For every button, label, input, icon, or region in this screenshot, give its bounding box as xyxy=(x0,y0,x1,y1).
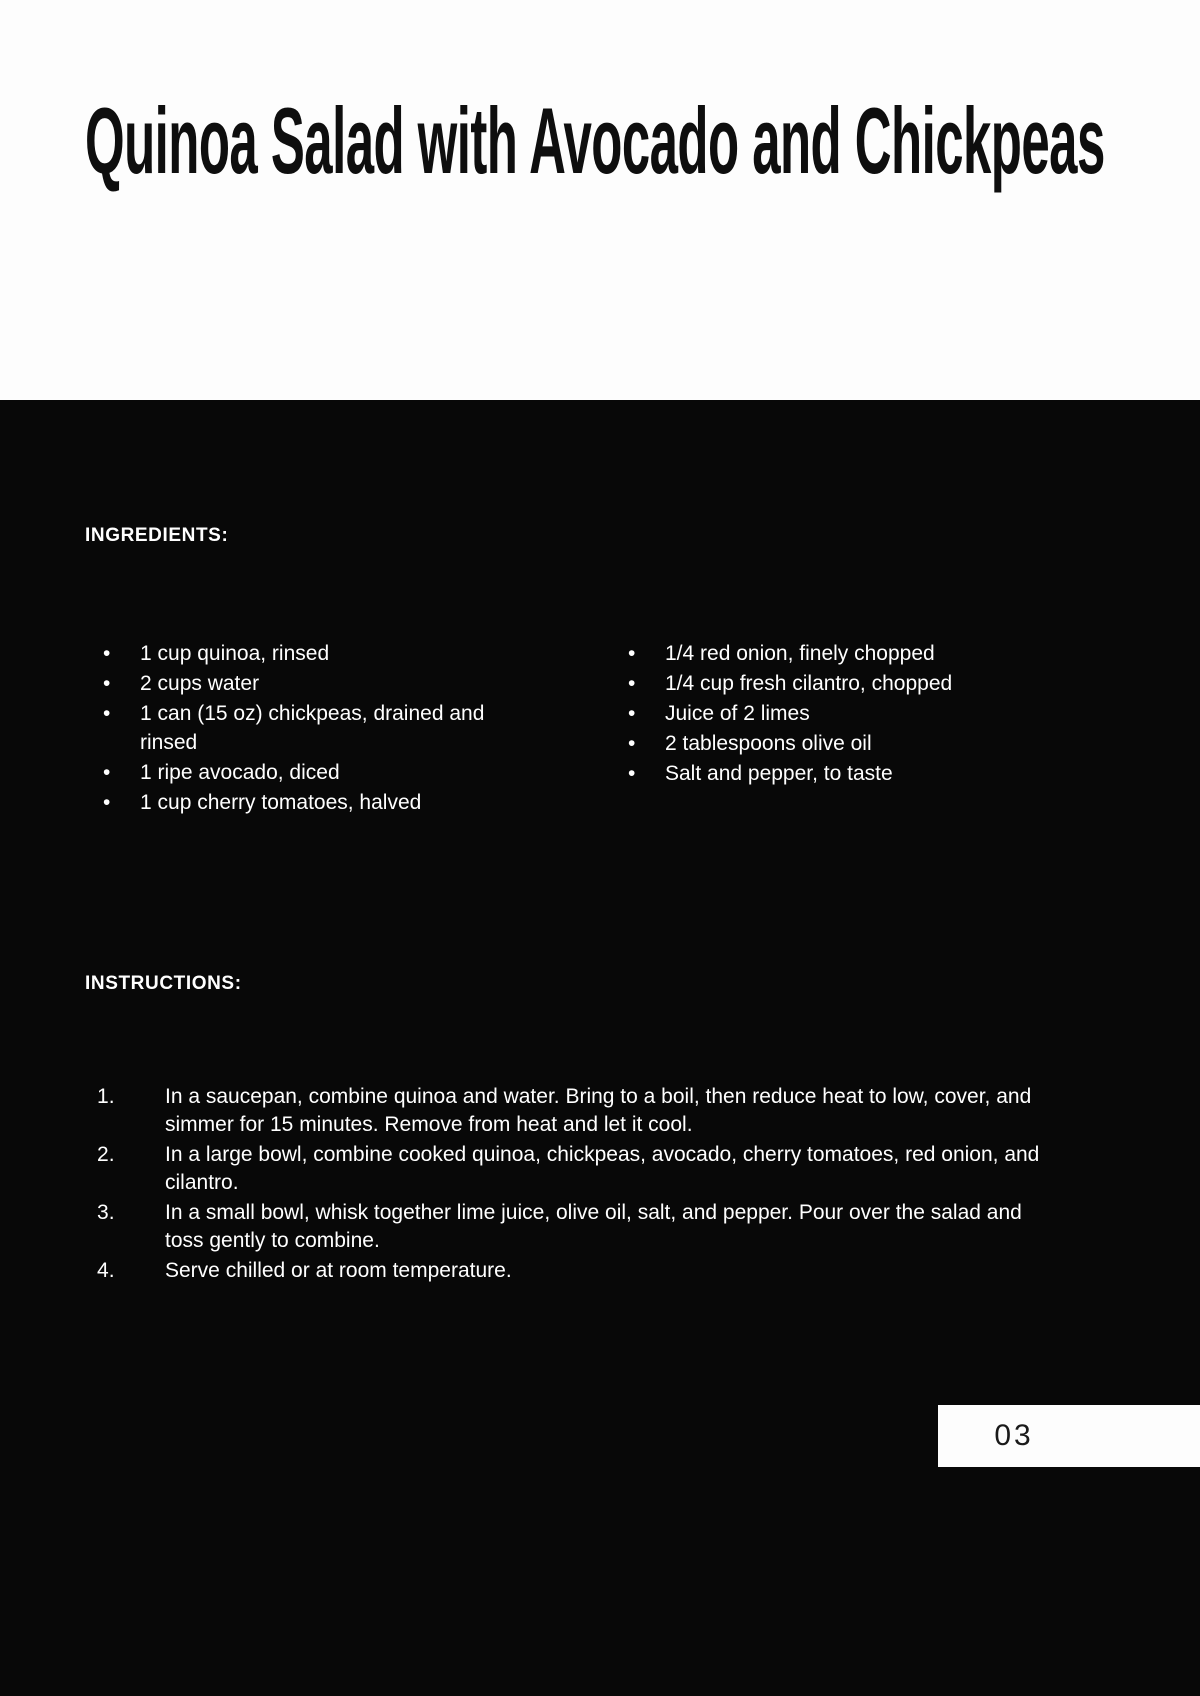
instructions-heading: INSTRUCTIONS: xyxy=(85,973,242,994)
ingredient-item: • 2 cups water xyxy=(85,669,510,698)
page-header xyxy=(0,0,1200,400)
page-title: Quinoa Salad with Avocado and Chickpeas xyxy=(85,88,1105,193)
ingredients-right-column xyxy=(610,639,1080,818)
page-number-box xyxy=(938,1405,1200,1467)
instruction-step: In a large bowl, combine cooked quinoa, chickpeas, avocado, cherry tomatoes, red onion, and cilantro. xyxy=(165,1143,1040,1194)
ingredient-item: • 1 cup quinoa, rinsed xyxy=(85,639,510,668)
ingredient-item: • 1 can (15 oz) chickpeas, drained and rinsed xyxy=(85,699,510,757)
ingredients-left-column xyxy=(85,639,510,818)
ingredient-item: • Juice of 2 limes xyxy=(610,699,1080,728)
instruction-step: Serve chilled or at room temperature. xyxy=(165,1259,512,1282)
ingredient-item: • Salt and pepper, to taste xyxy=(610,759,1080,788)
instruction-step: In a small bowl, whisk together lime juice, olive oil, salt, and pepper. Pour over the salad and toss gently to combine. xyxy=(165,1201,1022,1252)
ingredients-heading: INGREDIENTS: xyxy=(85,525,229,546)
recipe-content xyxy=(0,400,1200,1696)
instruction-step: In a saucepan, combine quinoa and water. Bring to a boil, then reduce heat to low, cover, and simmer for 15 minutes. Remove from heat and let it cool. xyxy=(165,1085,1032,1136)
ingredient-item: • 1/4 cup fresh cilantro, chopped xyxy=(610,669,1080,698)
page-number: 03 xyxy=(994,1419,1034,1452)
ingredient-item: • 1 cup cherry tomatoes, halved xyxy=(85,788,510,817)
ingredient-item: • 1/4 red onion, finely chopped xyxy=(610,639,1080,668)
ingredient-item: • 1 ripe avocado, diced xyxy=(85,758,510,787)
instructions-list xyxy=(97,1083,1052,1285)
ingredient-item: • 2 tablespoons olive oil xyxy=(610,729,1080,758)
ingredients-columns xyxy=(85,639,1115,818)
